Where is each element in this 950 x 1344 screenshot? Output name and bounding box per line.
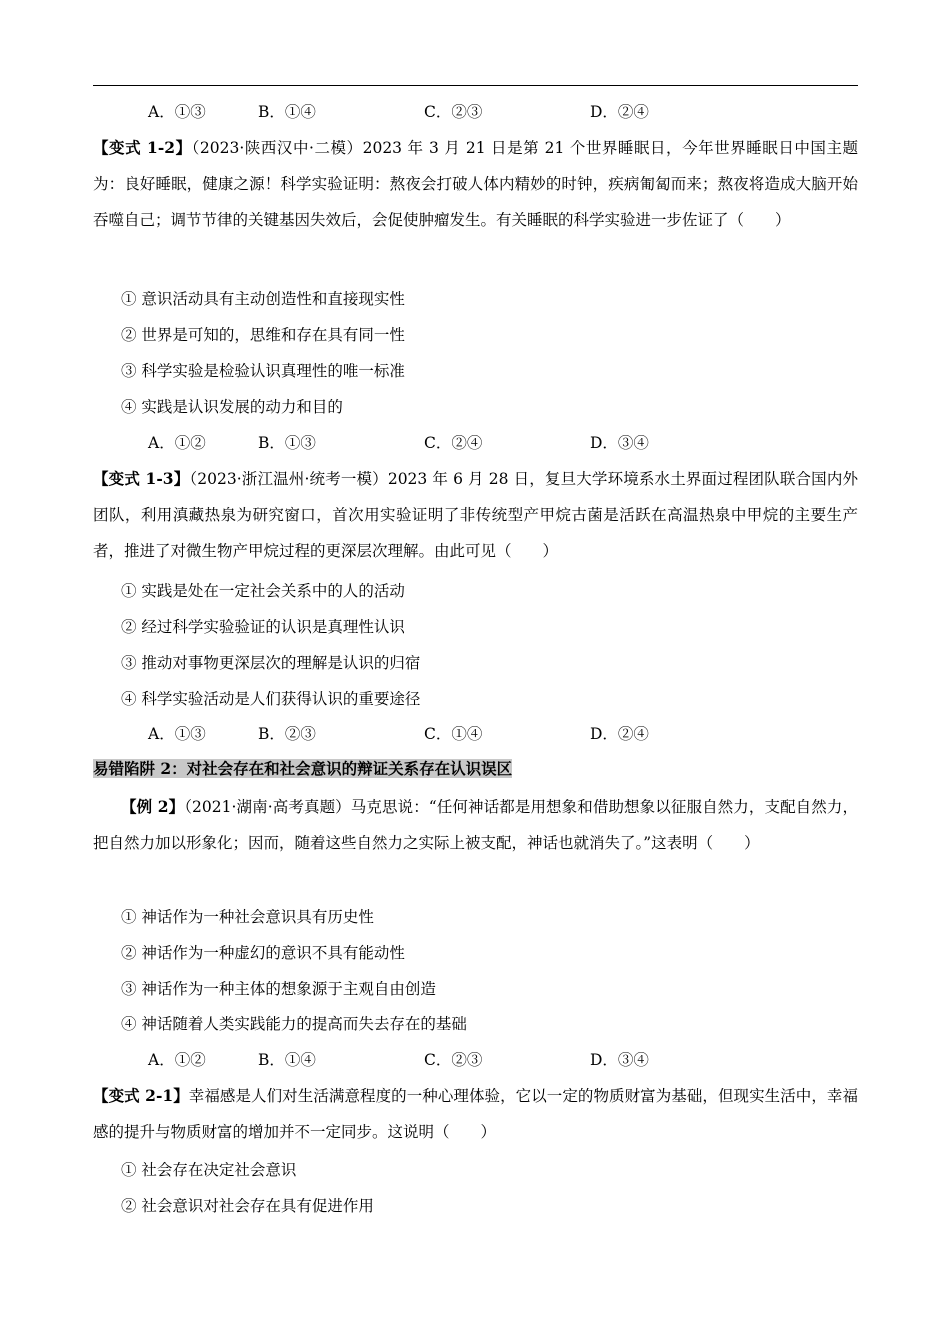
statement-1: ① 神话作为一种社会意识具有历史性 — [121, 908, 374, 926]
section-heading — [93, 759, 512, 779]
question-text: （2021·湖南·高考真题）马克思说：“任何神话都是用想象和借助想象以征服自然力，支配自然力，把自然力加以形象化；因而，随着这些自然力之实际上被支配，神话也就消失了。”这表明（ ） — [93, 798, 858, 852]
question-text: （2023·浙江温州·统考一模）2023 年 6 月 28 日，复旦大学环境系水土界面过程团队联合国内外团队，利用滇藏热泉为研究窗口，首次用实验证明了非传统型产甲烷古菌是活跃在高温热泉中甲烷的主要生产者，推进了对微生物产甲烷过程的更深层次理解。由此可见（ ） — [93, 470, 858, 560]
statement-3: ③ 推动对事物更深层次的理解是认识的归宿 — [121, 654, 421, 672]
question-v12 — [93, 130, 858, 238]
option-b: B．①③ — [258, 434, 316, 452]
statement-4: ④ 科学实验活动是人们获得认识的重要途径 — [121, 690, 421, 708]
statement-4: ④ 实践是认识发展的动力和目的 — [121, 398, 343, 416]
statement-3: ③ 科学实验是检验认识真理性的唯一标准 — [121, 362, 405, 380]
statement-1: ① 实践是处在一定社会关系中的人的活动 — [121, 582, 405, 600]
statement-2: ② 社会意识对社会存在具有促进作用 — [121, 1197, 374, 1215]
option-d: D．③④ — [590, 1051, 649, 1069]
option-c: C．②③ — [424, 103, 483, 121]
option-c: C．①④ — [424, 725, 483, 743]
option-c: C．②④ — [424, 434, 483, 452]
option-c: C．②③ — [424, 1051, 483, 1069]
statement-2: ② 经过科学实验验证的认识是真理性认识 — [121, 618, 405, 636]
statement-3: ③ 神话作为一种主体的想象源于主观自由创造 — [121, 980, 436, 998]
question-ex2 — [93, 789, 858, 861]
trap-heading: 易错陷阱 2：对社会存在和社会意识的辩证关系存在认识误区 — [93, 759, 513, 778]
option-b: B．①④ — [258, 1051, 316, 1069]
header-rule — [93, 85, 858, 86]
statement-1: ① 社会存在决定社会意识 — [121, 1161, 297, 1179]
option-b: B．①④ — [258, 103, 316, 121]
question-text: 幸福感是人们对生活满意程度的一种心理体验，它以一定的物质财富为基础，但现实生活中，幸福感的提升与物质财富的增加并不一定同步。这说明（ ） — [93, 1087, 858, 1141]
option-d: D．③④ — [590, 434, 649, 452]
question-text: （2023·陕西汉中·二模）2023 年 3 月 21 日是第 21 个世界睡眠日，今年世界睡眠日中国主题为：良好睡眠，健康之源！科学实验证明：熬夜会打破人体内精妙的时钟，疾病匍匐而来；熬夜将造成大脑开始吞噬自己；调节节律的关键基因失效后，会促使肿瘤发生。有关睡眠的科学实验进一步佐证了（ ） — [93, 139, 858, 229]
option-a: A．①③ — [148, 725, 206, 743]
question-tag: 【变式 1-3】 — [93, 469, 190, 488]
option-a: A．①② — [148, 1051, 206, 1069]
option-b: B．②③ — [258, 725, 316, 743]
question-tag: 【变式 2-1】 — [93, 1086, 189, 1105]
option-a: A．①③ — [148, 103, 206, 121]
statement-2: ② 世界是可知的，思维和存在具有同一性 — [121, 326, 405, 344]
statement-2: ② 神话作为一种虚幻的意识不具有能动性 — [121, 944, 405, 962]
question-tag: 【变式 1-2】 — [93, 138, 192, 157]
question-v21 — [93, 1078, 858, 1150]
statement-4: ④ 神话随着人类实践能力的提高而失去存在的基础 — [121, 1015, 467, 1033]
option-a: A．①② — [148, 434, 206, 452]
option-d: D．②④ — [590, 725, 649, 743]
option-d: D．②④ — [590, 103, 649, 121]
question-v13 — [93, 461, 858, 569]
statement-1: ① 意识活动具有主动创造性和直接现实性 — [121, 290, 405, 308]
question-tag: 【例 2】 — [121, 797, 185, 816]
